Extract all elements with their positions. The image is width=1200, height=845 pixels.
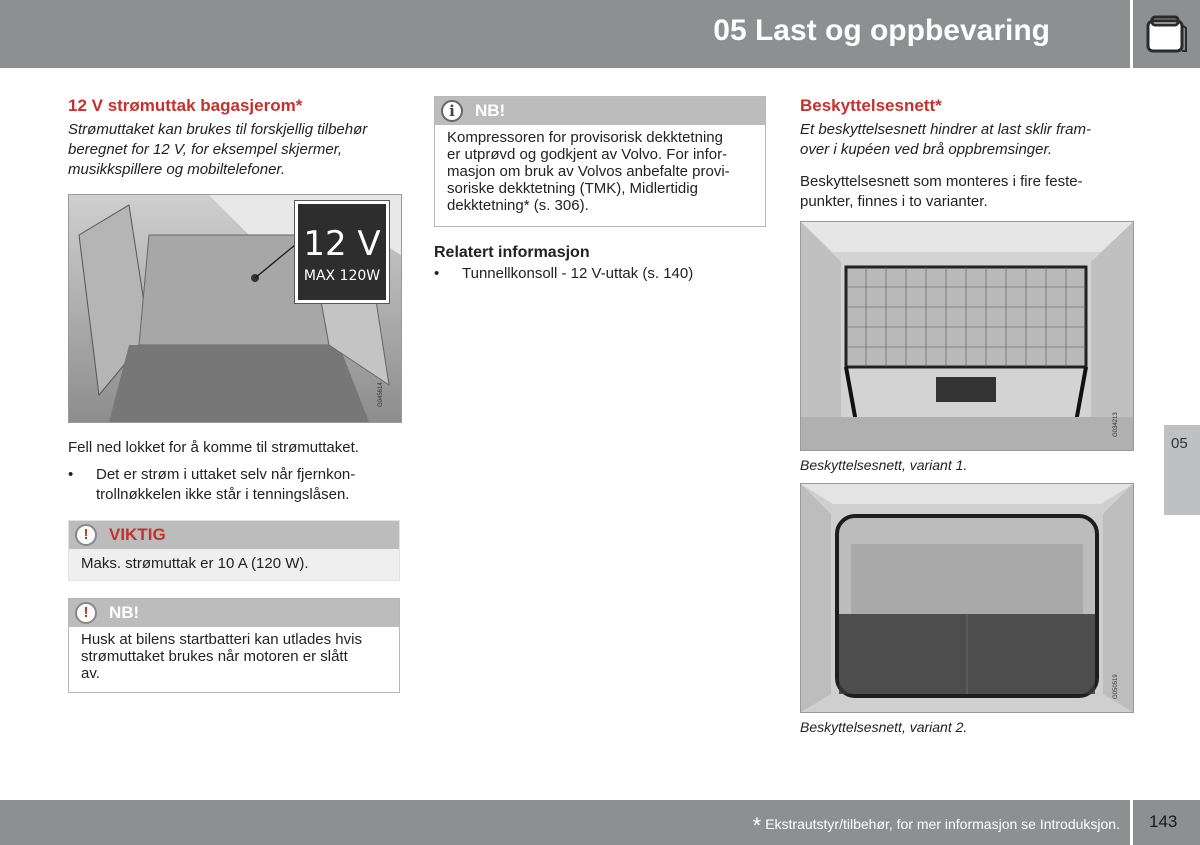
note-box-compressor [434,96,766,227]
important-box-header [69,521,399,549]
footnote-star: * [752,813,762,838]
column-left [68,96,408,180]
safety-net-variant-2-illustration [801,484,1133,712]
suitcase-icon [1145,13,1189,55]
note-box-header [69,599,399,627]
note-box-header [435,97,765,125]
related-info-heading: Relatert informasjon [434,244,590,261]
safety-net-image-2 [800,483,1134,713]
bullet-dot: • [68,466,74,483]
bullet-outlet-power: • Det er strøm i uttaket selv når fjernkon- trollnøkkelen ikke står i tenningslåsen. [68,466,356,503]
chapter-side-tab [1164,425,1200,515]
outlet-label-callout [294,200,390,304]
important-text: Maks. strømuttak er 10 A (120 W). [81,555,309,572]
image-code: G045614 [378,382,384,407]
important-label: VIKTIG [109,525,166,544]
body-net-variants: Beskyttelsesnett som monteres i fire feste- punkter, finnes i to varianter. [800,173,1083,210]
info-icon: i [441,100,463,122]
related-info-item[interactable]: • Tunnellkonsoll - 12 V-uttak (s. 140) [434,265,694,282]
warning-icon: ! [75,524,97,546]
section-heading-net: Beskyttelsesnett* [800,96,942,115]
section-intro-12v: Strømuttaket kan brukes til forskjellig tilbehør beregnet for 12 V, for eksempel skjermer, musikkspillere og mobiltelefoner. [68,121,368,178]
side-tab-label: 05 [1171,435,1188,452]
note-text-compressor: Kompressoren for provisorisk dekktetning er utprøvd og godkjent av Volvo. For infor- masjon om bruk av Volvos anbefalte provi- soriske dekktetning (TMK), Midlertidig dekktetning* (s. 306). [447,129,730,214]
image-code: G050519 [1113,674,1119,699]
outlet-voltage-label: 12 V [303,224,381,264]
note-label: NB! [109,603,140,622]
caption-variant-1: Beskyttelsesnett, variant 1. [800,457,968,473]
page-number: 143 [1149,812,1178,831]
page-header [0,0,1130,68]
safety-net-image-1 [800,221,1134,451]
power-outlet-image [68,194,402,423]
warning-icon: ! [75,602,97,624]
body-open-lid: Fell ned lokket for å komme til strømuttaket. [68,439,359,456]
footnote-text: Ekstrautstyr/tilbehør, for mer informasjon se Introduksjon. [765,816,1120,832]
outlet-max-label: MAX 120W [303,268,381,284]
column-right [800,96,1140,212]
note-text-battery: Husk at bilens startbatteri kan utlades hvis strømuttaket brukes når motoren er slått av. [81,631,362,682]
note-label: NB! [475,101,506,120]
footer-note [753,813,1120,839]
section-heading-12v: 12 V strømuttak bagasjerom* [68,96,303,115]
chapter-title: 05 Last og oppbevaring [713,14,1050,47]
chapter-icon-box [1133,0,1200,68]
related-info-link[interactable]: Tunnellkonsoll - 12 V-uttak (s. 140) [462,265,694,282]
section-intro-net: Et beskyttelsesnett hindrer at last sklir fram- over i kupéen ved brå oppbremsinger. [800,121,1091,158]
caption-variant-2: Beskyttelsesnett, variant 2. [800,719,968,735]
safety-net-variant-1-illustration [801,222,1133,450]
image-code: G034213 [1113,412,1119,437]
important-box [68,520,400,581]
note-box-battery [68,598,400,693]
page-footer [0,800,1130,845]
page-number-box [1133,800,1200,845]
